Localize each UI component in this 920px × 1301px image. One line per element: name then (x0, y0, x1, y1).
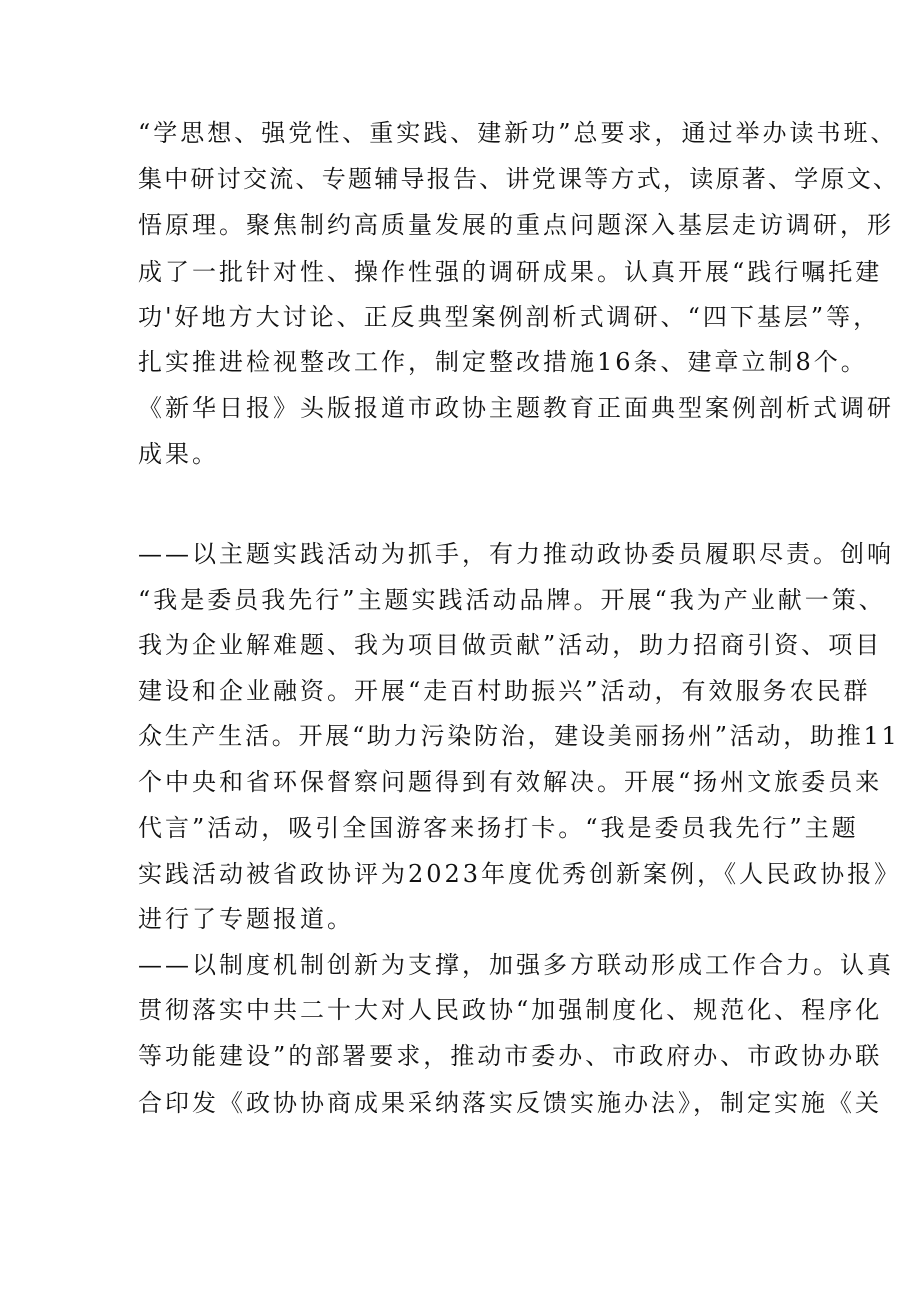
text-line: ——以制度机制创新为支撑，加强多方联动形成工作合力。认真 (138, 951, 894, 979)
text-line: 代言”活动，吸引全国游客来扬打卡。“我是委员我先行”主题 (138, 814, 859, 842)
text-line: 贯彻落实中共二十大对人民政协“加强制度化、规范化、程序化 (138, 996, 883, 1024)
text-line: 合印发《政协协商成果采纳落实反馈实施办法》，制定实施《关 (138, 1089, 882, 1117)
text-line: 成了一批针对性、操作性强的调研成果。认真开展“践行嘱托建 (138, 258, 883, 286)
text-line: 实践活动被省政协评为2023年度优秀创新案例，《人民政协报》 (138, 860, 902, 888)
text-line: “学思想、强党性、重实践、建新功”总要求，通过举办读书班、 (138, 119, 898, 147)
text-line: 我为企业解难题、我为项目做贡献”活动，助力招商引资、项目 (138, 631, 883, 659)
text-line: 建设和企业融资。开展“走百村助振兴”活动，有效服务农民群 (138, 677, 871, 705)
text-line: 成果。 (138, 440, 219, 468)
text-line: 个中央和省环保督察问题得到有效解决。开展“扬州文旅委员来 (138, 768, 883, 796)
text-line: 进行了专题报道。 (138, 905, 354, 933)
text-line: ——以主题实践活动为抓手，有力推动政协委员履职尽责。创响 (138, 540, 894, 568)
text-line: 《新华日报》头版报道市政协主题教育正面典型案例剖析式调研 (138, 394, 894, 422)
text-line: “我是委员我先行”主题实践活动品牌。开展“我为产业献一策、 (138, 586, 886, 614)
text-line: 扎实推进检视整改工作，制定整改措施16条、建章立制8个。 (138, 348, 868, 376)
text-line: 众生产生活。开展“助力污染防治，建设美丽扬州”活动，助推11 (138, 722, 900, 750)
text-line: 悟原理。聚焦制约高质量发展的重点问题深入基层走访调研，形 (138, 211, 894, 239)
text-line: 功'好地方大讨论、正反典型案例剖析式调研、“四下基层”等， (138, 303, 881, 331)
text-line: 等功能建设”的部署要求，推动市委办、市政府办、市政协办联 (138, 1042, 883, 1070)
text-line: 集中研讨交流、专题辅导报告、讲党课等方式，读原著、学原文、 (138, 165, 900, 193)
